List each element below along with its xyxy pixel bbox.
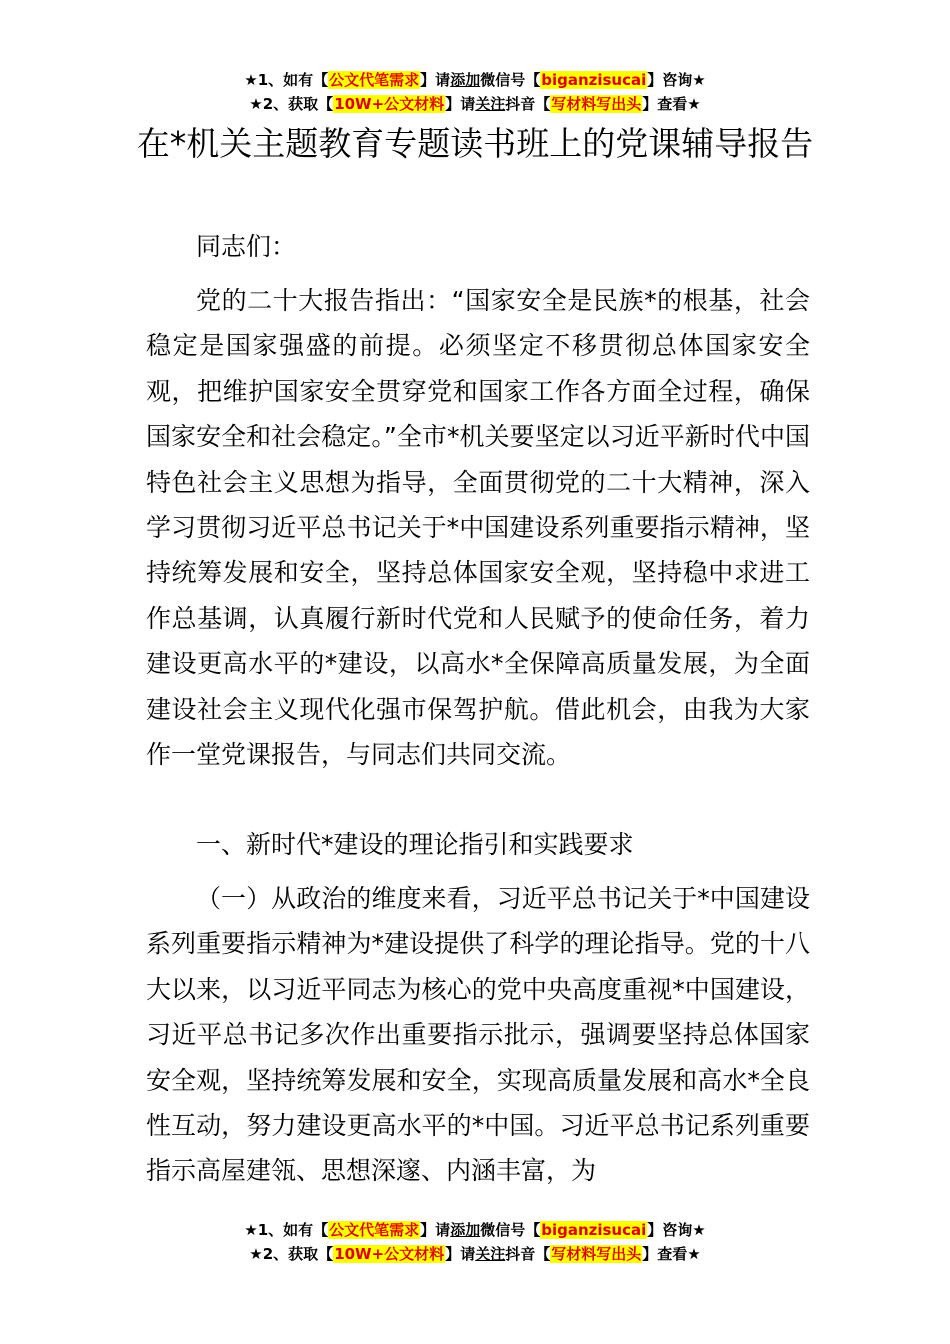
banner-text: 】咨询★ xyxy=(647,71,706,89)
paragraph-text: 党的二十大报告指出：“国家安全是民族*的根基，社会稳定是国家强盛的前提。必须坚定不移贯彻总体国家安全观，把维护国家安全贯穿党和国家工作各方面全过程，确保国家安全和社会稳定。”全市*机关要坚定以习近平新时代中国特色社会主义思想为指导，全面贯彻党的二十大精神，深入学习贯彻习近平总书记关于*中国建设系列重要指示精神，坚持统筹发展和安全，坚持总体国家安全观，坚持稳中求进工作总基调，认真履行新时代党和人民赋予的使命任务，着力建设更高水平的*建设，以高水*全保障高质量发展，为全面建设社会主义现代化强市保驾护航。借此机会，由我为大家作一堂党课报告，与同志们共同交流。 xyxy=(146,286,810,770)
document-title: 在*机关主题教育专题读书班上的党课辅导报告 xyxy=(136,124,814,163)
banner-line-2 xyxy=(0,1242,950,1266)
banner-text: 微信号【 xyxy=(480,71,541,89)
highlight-text: 公文代笔需求 xyxy=(329,1221,420,1239)
banner-text: 抖音【 xyxy=(505,1245,551,1263)
banner-text: 抖音【 xyxy=(505,95,551,113)
underlined-text: 添加 xyxy=(450,1221,481,1239)
highlight-text: biganzisucai xyxy=(541,71,647,89)
underlined-text: 关注 xyxy=(475,1245,506,1263)
section-heading xyxy=(146,822,810,867)
banner-text: 】查看★ xyxy=(642,95,701,113)
highlight-text: 10W+公文材料 xyxy=(334,1245,445,1263)
banner-text: 】查看★ xyxy=(642,1245,701,1263)
banner-text: ★2、获取【 xyxy=(249,1245,334,1263)
header-banner xyxy=(0,68,950,116)
banner-text: ★1、如有【 xyxy=(244,1221,329,1239)
highlight-text: biganzisucai xyxy=(541,1221,647,1239)
paragraph-section-1 xyxy=(146,876,810,1194)
highlight-text: 10W+公文材料 xyxy=(334,95,445,113)
greeting-text: 同志们： xyxy=(196,232,297,261)
banner-text: ★1、如有【 xyxy=(244,71,329,89)
footer-banner xyxy=(0,1218,950,1266)
underlined-text: 关注 xyxy=(475,95,506,113)
banner-line-1 xyxy=(0,68,950,92)
banner-text: 】请 xyxy=(420,71,451,89)
highlight-text: 写材料写出头 xyxy=(551,95,642,113)
banner-line-1 xyxy=(0,1218,950,1242)
banner-line-2 xyxy=(0,92,950,116)
banner-text: 】请 xyxy=(420,1221,451,1239)
banner-text: 微信号【 xyxy=(480,1221,541,1239)
highlight-text: 写材料写出头 xyxy=(551,1245,642,1263)
underlined-text: 添加 xyxy=(450,71,481,89)
banner-text: 】咨询★ xyxy=(647,1221,706,1239)
highlight-text: 公文代笔需求 xyxy=(329,71,420,89)
banner-text: 】请 xyxy=(445,95,476,113)
section-heading-text: 一、新时代*建设的理论指引和实践要求 xyxy=(196,830,634,859)
banner-text: 】请 xyxy=(445,1245,476,1263)
paragraph-text: （一）从政治的维度来看，习近平总书记关于*中国建设系列重要指示精神为*建设提供了科学的理论指导。党的十八大以来，以习近平同志为核心的党中央高度重视*中国建设，习近平总书记多次作出重要指示批示，强调要坚持总体国家安全观，坚持统筹发展和安全，实现高质量发展和高水*全良性互动，努力建设更高水平的*中国。习近平总书记系列重要指示高屋建瓴、思想深邃、内涵丰富，为 xyxy=(146,884,810,1186)
greeting xyxy=(146,224,810,269)
banner-text: ★2、获取【 xyxy=(249,95,334,113)
paragraph-intro xyxy=(146,278,810,777)
